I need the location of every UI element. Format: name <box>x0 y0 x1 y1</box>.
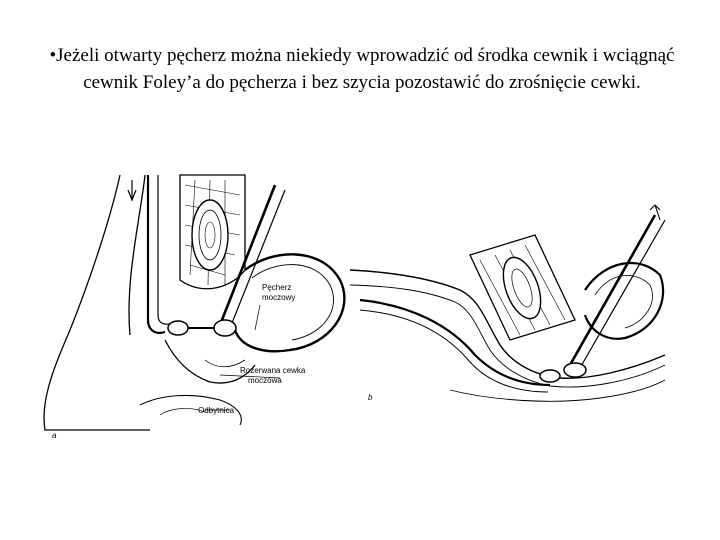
panel-a-label: a <box>52 431 57 440</box>
text-line-2: cewnik Foley’a do pęcherza i bez szycia pozostawić do zrośnięcie cewki. <box>83 72 641 93</box>
anatomical-drawing <box>30 160 680 460</box>
label-urethra-2: moczowa <box>248 376 282 385</box>
panel-b-drawing <box>350 205 665 401</box>
panel-a-drawing <box>44 175 344 430</box>
medical-illustration <box>30 160 680 460</box>
label-urethra-1: Rozerwana cewka <box>240 366 306 375</box>
text-line-1: •Jeżeli otwarty pęcherz można niekiedy wprowadzić od środka cewnik i wciągnąć <box>49 45 675 66</box>
label-bladder-1: Pęcherz <box>262 283 292 292</box>
panel-b-label: b <box>368 393 373 402</box>
label-rectum: Odbytnica <box>198 406 235 415</box>
label-bladder-2: moczowy <box>262 293 296 302</box>
slide-text <box>22 42 702 96</box>
